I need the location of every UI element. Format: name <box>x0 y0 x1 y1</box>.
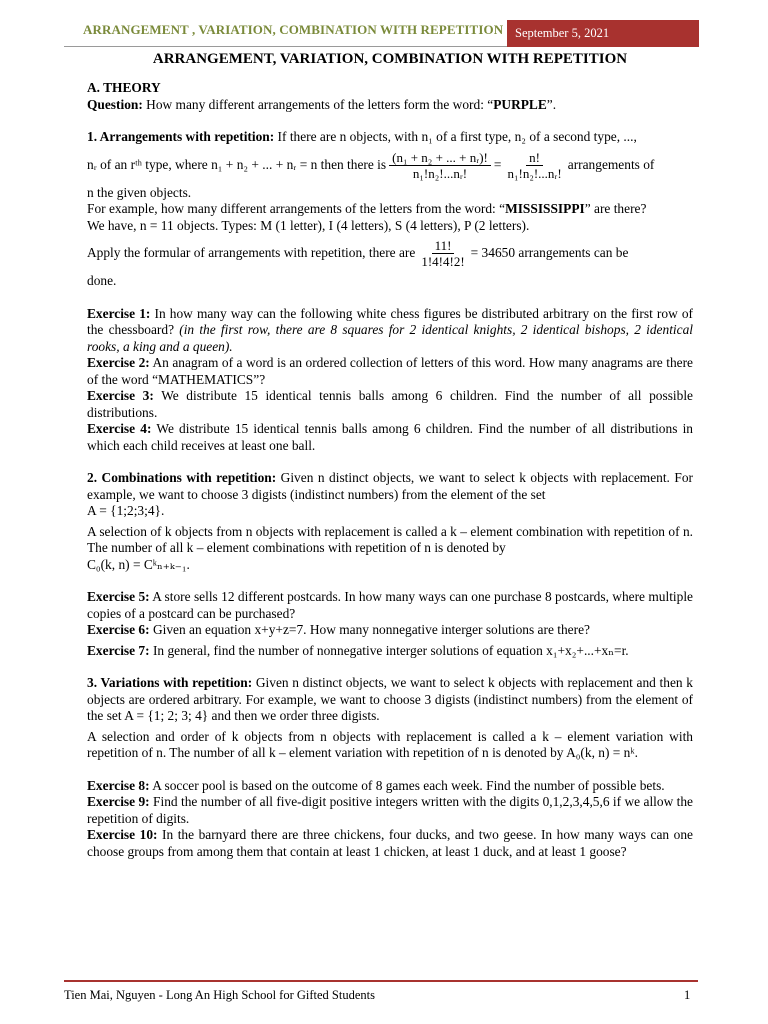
question-word: PURPLE <box>493 96 547 112</box>
fraction-denominator: 1!4!4!2! <box>421 254 465 269</box>
header-divider <box>64 46 507 47</box>
exercise-text: An anagram of a word is an ordered collection of letters of this word. How many anagrams are there of the word “MATHEMATICS”? <box>87 355 693 387</box>
exercise-10 <box>87 827 693 860</box>
exercise-label: Exercise 3: <box>87 388 154 403</box>
exercise-1 <box>87 306 693 356</box>
exercise-4 <box>87 421 693 454</box>
exercise-label: Exercise 4: <box>87 421 152 436</box>
question-paragraph <box>87 97 693 114</box>
equals-sign: = <box>493 156 502 172</box>
document-body <box>87 50 693 860</box>
exercise-label: Exercise 7: <box>87 642 150 658</box>
exercise-text: Given an equation x+y+z=7. How many nonnegative interger solutions are there? <box>149 622 590 637</box>
fraction-multinomial <box>389 150 491 181</box>
apply-end: done. <box>87 273 117 288</box>
exercise-text: In general, find the number of nonnegative interger solutions of equation x₁+x₂+...+xₙ=r. <box>149 642 629 658</box>
exercise-text: A store sells 12 different postcards. In how many ways can one purchase 8 postcards, where multiple copies of a postcard can be purchased? <box>87 589 694 621</box>
fraction-factorial <box>504 150 564 181</box>
header-title: ARRANGEMENT , VARIATION, COMBINATION WITH REPETITION <box>83 22 504 37</box>
section-2-label: 2. Combinations with repetition: <box>87 470 277 485</box>
section-1-formula-row <box>87 150 693 181</box>
fraction-denominator: n₁!n₂!...nᵣ! <box>507 165 562 181</box>
section-2-definition: A selection of k objects from n objects with replacement is called a k – element combination with repetition of n. The number of all k – element combinations with repetition of n is denoted by <box>87 523 693 555</box>
section-2-set: A = {1;2;3;4}. <box>87 503 165 518</box>
question-label: Question: <box>87 96 143 112</box>
exercise-text: A soccer pool is based on the outcome of 8 games each week. Find the number of possible bets. <box>149 777 665 793</box>
page-title: ARRANGEMENT, VARIATION, COMBINATION WITH REPETITION <box>152 51 628 67</box>
section-2-text: Given n distinct objects, we want to select k objects with replacement. For example, we want to choose 3 digists (indistinct numbers) from the element of the set <box>87 470 693 502</box>
exercise-text: We distribute 15 identical tennis balls among 6 children. Find the number of all distributions in which each child receives at least one ball. <box>87 421 694 453</box>
section-3-text: Given n distinct objects, we want to select k objects with replacement and then k objects are ordered arbitrary. For example, we want to choose 3 digists (indistinct numbers) from the element of the set A = {1; 2; 3; 4} and then we order three digists. <box>87 675 693 723</box>
example-intro <box>87 201 693 218</box>
exercise-label: Exercise 1: <box>87 305 151 321</box>
exercise-label: Exercise 9: <box>87 794 150 809</box>
exercise-9 <box>87 794 693 827</box>
section-2-paragraph <box>87 470 693 503</box>
section-heading-theory <box>87 80 693 97</box>
section-1-paragraph <box>87 129 693 146</box>
exercise-8 <box>87 778 693 795</box>
exercise-3 <box>87 388 693 421</box>
exercise-label: Exercise 6: <box>87 622 150 637</box>
example-have: We have, n = 11 objects. Types: M (1 letter), I (4 letters), S (4 letters), P (2 letters). <box>87 217 530 233</box>
section-3-paragraph <box>87 675 693 725</box>
header-date-badge: September 5, 2021 <box>507 20 699 47</box>
section-1-text: If there are n objects, with n₁ of a first type, n₂ of a second type, ..., <box>274 129 637 144</box>
apply-text: Apply the formular of arrangements with repetition, there are <box>87 245 416 261</box>
apply-formula-row <box>87 238 693 269</box>
fraction-numerator: (n₁ + n₂ + ... + nᵣ)! <box>389 150 491 166</box>
exercise-label: Exercise 10: <box>87 827 158 842</box>
example-intro-end: ” are there? <box>584 201 647 216</box>
example-intro-text: For example, how many different arrangements of the letters from the word: “ <box>87 201 506 216</box>
question-end: ”. <box>546 96 557 112</box>
exercise-2 <box>87 355 693 388</box>
exercise-5 <box>87 589 693 622</box>
section-a-label: A. THEORY <box>87 80 161 95</box>
exercise-7 <box>87 643 693 660</box>
apply-result: = 34650 arrangements can be <box>470 245 629 261</box>
exercise-label: Exercise 8: <box>87 777 150 793</box>
exercise-text: In the barnyard there are three chickens, four ducks, and two geese. In how many ways can one choose groups from among them that contain at least 1 chicken, at least 1 duck, and at least 1 goose? <box>87 827 693 859</box>
fraction-denominator: n₁!n₂!...nᵣ! <box>412 165 468 181</box>
formula-lead-text: nᵣ of an rᵗʰ type, where n₁ + n₂ + ... + nᵣ = n then there is <box>87 156 387 172</box>
question-text: How many different arrangements of the letters form the word: “ <box>142 96 494 112</box>
section-3-definition: A selection and order of k objects from n objects with replacement is called a k – element variation with repetition of n. The number of all k – element variation with repetition of n is denoted by A₀(k, n) = nᵏ. <box>87 728 693 760</box>
fraction-numerator: 11! <box>432 238 455 254</box>
fraction-mississippi <box>418 238 467 269</box>
exercise-6 <box>87 622 693 639</box>
section-2-formula: C₀(k, n) = Cᵏₙ₊ₖ₋₁. <box>87 556 190 572</box>
fraction-numerator: n! <box>526 150 543 166</box>
footer-author: Tien Mai, Nguyen - Long An High School for Gifted Students <box>64 988 375 1002</box>
example-word: MISSISSIPPI <box>505 201 585 216</box>
exercise-label: Exercise 5: <box>87 589 150 604</box>
exercise-note: (in the first row, there are 8 squares for 2 identical knights, 2 identical bishops, 2 identical rooks, a king and a queen). <box>87 322 693 354</box>
page-number: 1 <box>684 988 691 1002</box>
exercise-text: In how many way can the following white chess figures be distributed arbitrary on the first row of the chessboard? <box>87 305 694 337</box>
exercise-label: Exercise 2: <box>87 355 150 370</box>
section-1-text-end: n the given objects. <box>87 184 192 200</box>
section-3-label: 3. Variations with repetition: <box>87 675 253 690</box>
formula-trail-text: arrangements of <box>567 156 655 172</box>
exercise-text: We distribute 15 identical tennis balls among 6 children. Find the number of all possible distributions. <box>87 388 693 420</box>
exercise-text: Find the number of all five-digit positive integers written with the digits 0,1,2,3,4,5,6 if we allow the repetition of digits. <box>87 794 693 826</box>
footer-divider <box>64 980 698 982</box>
section-1-label: 1. Arrangements with repetition: <box>87 129 275 144</box>
